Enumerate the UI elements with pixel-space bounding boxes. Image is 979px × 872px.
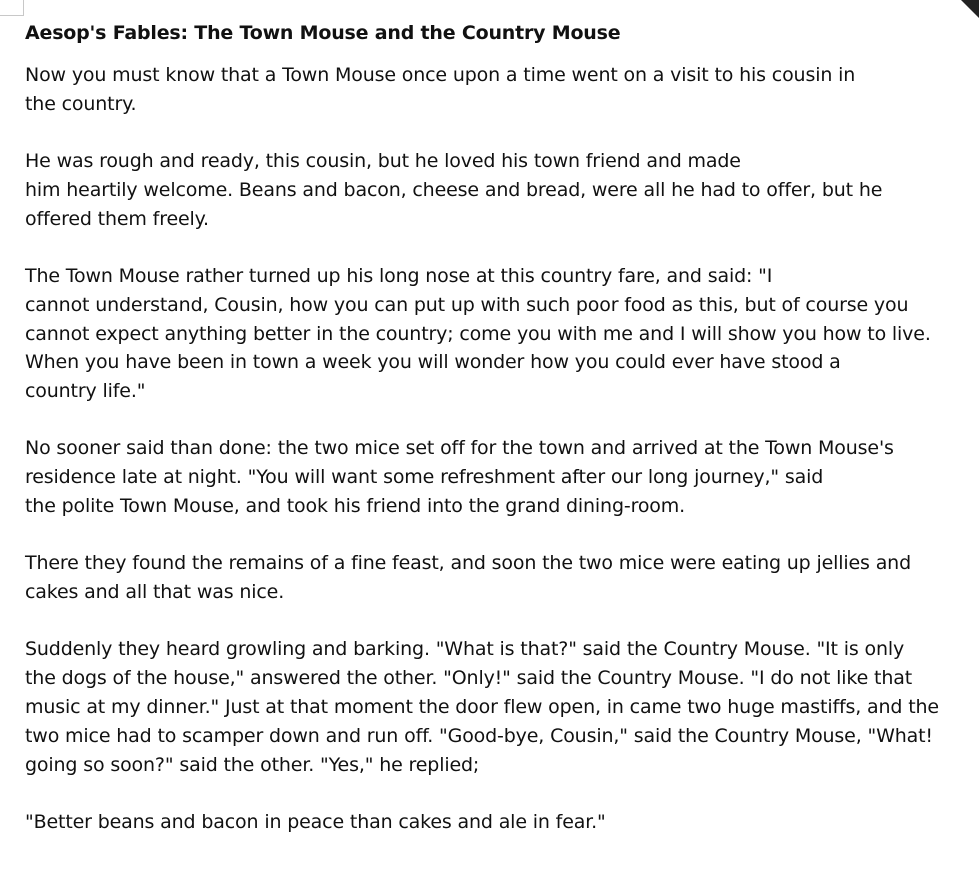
paragraph-feast: There they found the remains of a fine feast, and soon the two mice were eating up jellies and cakes and all that was nice. [25,552,911,604]
paragraph-town-mouse-visit: Now you must know that a Town Mouse once upon a time went on a visit to his cousin in the country. [25,64,856,115]
document-body [25,20,970,865]
page-corner-mark [0,0,24,16]
paragraph-dogs-arrive: Suddenly they heard growling and barking. "What is that?" said the Country Mouse. "It is only the dogs of the house," answered the other. "Only!" said the Country Mouse. "I do not like that music at my dinner." Just at that moment the door flew open, in came two huge mastiffs, and the two mice had to scamper down and run off. "Good-bye, Cousin," said the Country Mouse, "What! going so soon?" said the other. "Yes," he replied; [25,638,939,776]
paragraph-town-mouse-speech: The Town Mouse rather turned up his long nose at this country fare, and said: "I cannot understand, Cousin, how you can put up with such poor food as this, but of course you cannot expect anything better in the country; come you with me and I will show you how to live. When you have been in town a week you will wonder how you could ever have stood a country life." [25,264,931,403]
page-fold-icon [961,0,979,18]
paragraph-cousin-welcome: He was rough and ready, this cousin, but he loved his town friend and made him heartily welcome. Beans and bacon, cheese and bread, were all he had to offer, but he offered them freely. [25,150,883,230]
paragraph-journey-to-town: No sooner said than done: the two mice set off for the town and arrived at the Town Mouse's residence late at night. "You will want some refreshment after our long journey," said the polite Town Mouse, and took his friend into the grand dining-room. [25,437,894,518]
document-title: Aesop's Fables: The Town Mouse and the Country Mouse [25,22,621,44]
paragraph-moral: "Better beans and bacon in peace than cakes and ale in fear." [25,810,606,833]
